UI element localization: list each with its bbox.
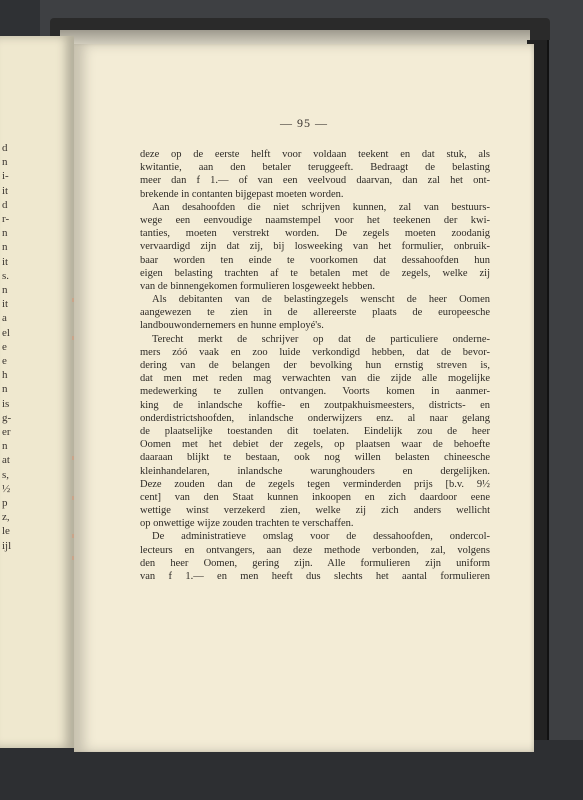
- text-line: van f 1.— en men heeft dus slechts het aantal formulieren: [140, 571, 490, 582]
- previous-page-text-fragment: n: [2, 284, 8, 296]
- previous-page-text-fragment: h: [2, 369, 8, 382]
- text-line: den heer Oomen, gering zijn. Alle formulieren zijn uniform: [140, 557, 490, 569]
- text-line: daaraan blijkt te bestaan, ook nog willen belasten chineesche: [140, 452, 490, 464]
- previous-page-text-fragment: d: [2, 142, 8, 154]
- text-line: Aan desahoofden die niet schrijven kunnen, zal van bestuurs-: [152, 201, 490, 213]
- previous-page-text-fragment: s,: [2, 468, 10, 481]
- text-line: Als debitanten van de belastingzegels wenscht de heer Oomen: [152, 294, 490, 306]
- text-line: Terecht merkt de schrijver op dat de particuliere onderne-: [152, 333, 490, 345]
- text-line: onderdistrictshoofden, inlandsche onderwijzers enz. al naar gelang: [140, 412, 490, 424]
- text-line: brekende in contanten bijgepast moeten worden.: [140, 188, 344, 200]
- previous-page-text-fragment: a: [2, 312, 7, 325]
- previous-page-text-fragment: s.: [2, 269, 10, 282]
- text-line: dering van de belangen der bevolking hun ernstig streven is,: [140, 360, 490, 371]
- previous-page-text-fragment: p: [2, 497, 8, 509]
- body-text: [140, 148, 490, 583]
- previous-page-text-fragment: el: [2, 326, 10, 339]
- previous-page: [0, 36, 74, 748]
- text-line: king de inlandsche koffie- en zoutpakhuismeesters, districts- en: [140, 399, 490, 411]
- previous-page-text-fragment: er: [2, 426, 11, 438]
- previous-page-text-fragment: at: [2, 454, 10, 467]
- previous-page-text-fragment: ½: [2, 482, 11, 495]
- text-line: dat men met reden mag verwachten van die zijde alle mogelijke: [140, 373, 490, 385]
- previous-page-text-fragment: n: [2, 383, 8, 396]
- text-line: landbouwondernemers en hunne employé's.: [140, 320, 324, 332]
- previous-page-text-fragment: it: [2, 184, 9, 197]
- previous-page-text-fragment: e: [2, 340, 7, 353]
- text-line: deze op de eerste helft voor voldaan teekent en dat stuk, als: [140, 149, 490, 160]
- previous-page-text-fragment: i-: [2, 170, 9, 183]
- text-line: op onwettige wijze zouden trachten te verschaffen.: [140, 518, 354, 530]
- previous-page-text-fragment: it: [2, 298, 9, 311]
- page-number: — 95 —: [280, 116, 328, 130]
- text-line: de plaatselijke toestanden dit toelaten. Eindelijk zou de heer: [140, 425, 490, 437]
- previous-page-text-fragment: n: [2, 156, 8, 169]
- text-line: van de binnengekomen formulieren losgeweekt hebben.: [140, 280, 376, 292]
- text-line: meer dan f 1.— of van een veelvoud daarvan, dan zal het ont-: [140, 175, 490, 187]
- text-line: kwitantie, aan den betaler teruggeeft. Bedraagt de belasting: [140, 162, 490, 174]
- previous-page-text-fragment: n: [2, 241, 8, 254]
- previous-page-text-fragment: ijl: [2, 539, 12, 552]
- previous-page-text-fragment: g-: [2, 411, 12, 424]
- text-line: wege een eenvoudige naamstempel voor het teekenen der kwi-: [140, 214, 490, 226]
- text-line: baar worden ten einde te voorkomen dat dessahoofden hun: [140, 254, 490, 266]
- text-line: kleinhandelaren, inlandsche warunghouders en dergelijken.: [140, 465, 490, 477]
- text-line: mers zóó vaak en zoo luide verkondigd hebben, dat de bevor-: [140, 346, 490, 358]
- text-line: vervaardigd zijn dat zij, bij losweeking van het formulier, onbruik-: [140, 241, 490, 253]
- text-line: lecteurs en ontvangers, aan deze methode verbonden, zal, volgens: [140, 544, 490, 556]
- text-line: tanties, moeten verstrekt worden. De zegels moeten zoodanig: [140, 228, 490, 240]
- previous-page-text-fragment: is: [2, 397, 10, 410]
- text-line: cent] van den Staat kunnen inkoopen en zich daardoor eene: [140, 491, 490, 503]
- previous-page-text-fragment: le: [2, 525, 10, 538]
- previous-page-text-fragment: d: [2, 198, 8, 211]
- previous-page-text-fragment: z,: [2, 511, 10, 524]
- previous-page-text-fragment: n: [2, 227, 8, 240]
- text-line: Deze zouden dan de zegels tegen verminderden prijs [b.v. 9½: [140, 478, 490, 490]
- previous-page-text-fragment: r-: [2, 213, 10, 225]
- book-page: [74, 44, 534, 752]
- previous-page-text-fragment: it: [2, 255, 9, 268]
- text-line: Oomen met het debiet der zegels, op plaatsen waar de behoefte: [140, 439, 490, 451]
- text-line: aangewezen te zien in de allereerste plaats de europeesche: [140, 307, 490, 319]
- previous-page-text-fragment: n: [2, 440, 8, 453]
- text-line: wettige winst verzekerd zien, welke zij zich anders wellicht: [140, 505, 490, 517]
- text-line: medewerking te zullen ontvangen. Voorts komen in aanmer-: [140, 386, 490, 398]
- previous-page-text-fragment: e: [2, 355, 7, 367]
- text-line: eigen belasting trachten af te betalen met de zegels, welke zij: [140, 267, 490, 279]
- text-line: De administratieve omslag voor de dessahoofden, ondercol-: [152, 531, 490, 543]
